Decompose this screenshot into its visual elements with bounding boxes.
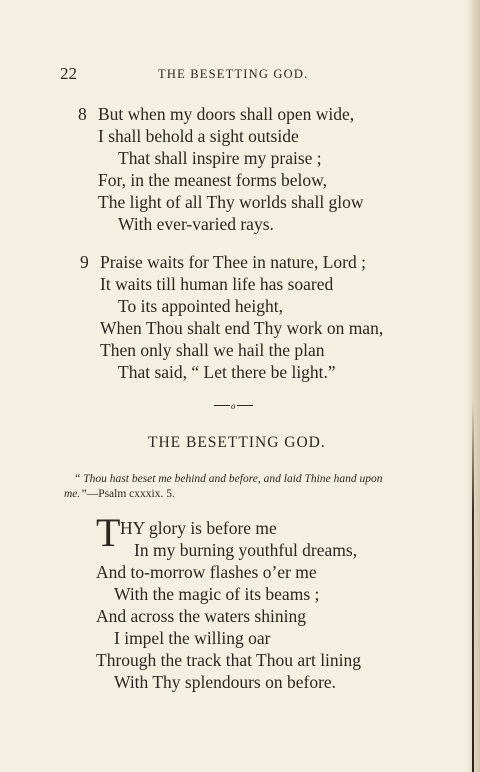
stanza-number: 8 [78,104,87,124]
verse-line: In my burning youthful dreams, [134,540,358,560]
verse-line: It waits till human life has soared [100,274,334,294]
verse-line: With the magic of its beams ; [114,584,320,604]
drop-cap: T [96,510,121,555]
running-head: THE BESETTING GOD. [158,67,309,81]
verse-line: But when my doors shall open wide, [98,104,355,124]
page-number: 22 [60,64,77,83]
verse-line: And across the waters shining [96,606,306,626]
verse-line: That said, “ Let there be light.” [118,362,336,382]
section-divider [214,400,253,411]
verse-line: For, in the meanest forms below, [98,170,328,190]
stanza-number: 9 [80,252,89,272]
verse-line: HY glory is before me [120,518,277,538]
verse-line: Through the track that Thou art lining [96,650,362,670]
verse-line: With ever-varied rays. [118,214,274,234]
page-header [0,64,480,84]
verse-line: I impel the willing oar [114,628,271,648]
verse-line: When Thou shalt end Thy work on man, [100,318,384,338]
verse-line: The light of all Thy worlds shall glow [98,192,364,212]
epigraph-text: me.” [64,488,87,500]
verse-line: Praise waits for Thee in nature, Lord ; [100,252,366,272]
verse-line: And to-morrow flashes o’er me [96,562,317,582]
verse-line: That shall inspire my praise ; [118,148,322,168]
verse-line: Then only shall we hail the plan [100,340,325,360]
epigraph-source: —Psalm cxxxix. 5. [86,488,175,500]
verse-line: With Thy splendours on before. [114,672,337,692]
epigraph-line: “ Thou hast beset me behind and before, and laid Thine hand upon [74,473,383,485]
hymn-title: THE BESETTING GOD. [148,434,326,451]
verse-line: I shall behold a sight outside [98,126,299,146]
verse-line: To its appointed height, [118,296,284,316]
divider-mark: o [231,400,236,411]
epigraph-line [64,488,175,500]
page-edge-line [472,400,474,772]
